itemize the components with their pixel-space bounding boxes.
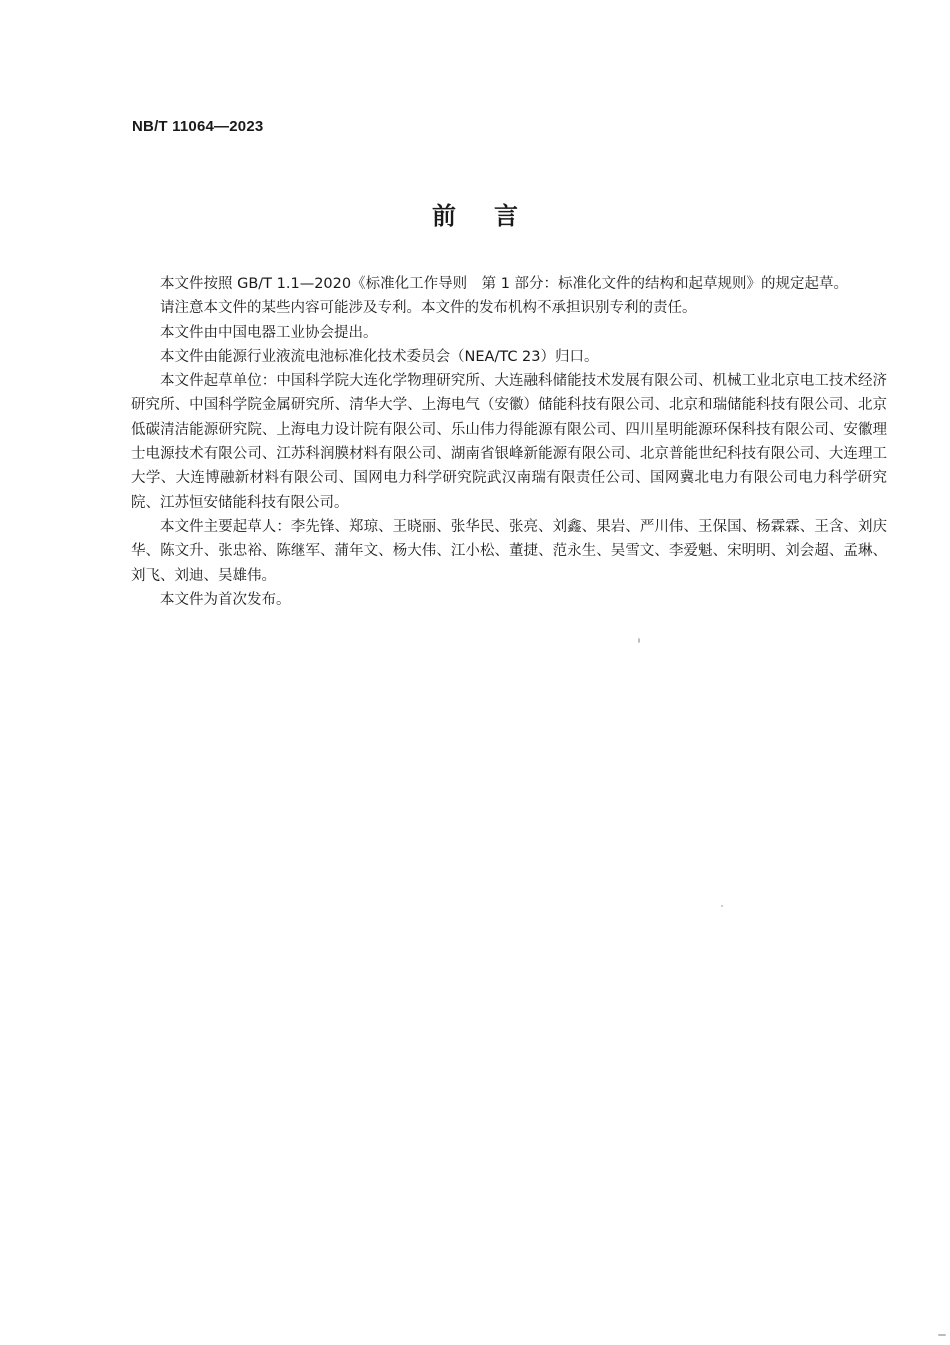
paragraph-main-drafters: 本文件主要起草人：李先锋、郑琼、王晓丽、张华民、张亮、刘鑫、果岩、严川伟、王保国、杨霖霖、王含、刘庆华、陈文升、张忠裕、陈继军、蒲年文、杨大伟、江小松、董捷、范永生、吴雪文、李爱魁、宋明明、刘会超、孟琳、刘飞、刘迪、吴雄伟。 [131,518,887,584]
paragraph-first-release: 本文件为首次发布。 [160,591,291,608]
paragraph-technical-committee: 本文件由能源行业液流电池标准化技术委员会（NEA/TC 23）归口。 [160,348,599,365]
standard-code-header: NB/T 11064—2023 [132,118,264,135]
paragraph-drafting-units: 本文件起草单位：中国科学院大连化学物理研究所、大连融科储能技术发展有限公司、机械工业北京电工技术经济研究所、中国科学院金属研究所、清华大学、上海电气（安徽）储能科技有限公司、北京和瑞储能科技有限公司、北京低碳清洁能源研究院、上海电力设计院有限公司、乐山伟力得能源有限公司、四川星明能源环保科技有限公司、安徽理士电源技术有限公司、江苏科润膜材料有限公司、湖南省银峰新能源有限公司、北京普能世纪科技有限公司、大连理工大学、大连博融新材料有限公司、国网电力科学研究院武汉南瑞有限责任公司、国网冀北电力有限公司电力科学研究院、江苏恒安储能科技有限公司。 [131,373,887,511]
scan-speck [638,638,640,643]
paragraph-drafting-rules: 本文件按照 GB/T 1.1—2020《标准化工作导则 第 1 部分：标准化文件的结构和起草规则》的规定起草。 [160,276,849,292]
scan-speck [721,905,723,907]
paragraph-patent-notice: 请注意本文件的某些内容可能涉及专利。本文件的发布机构不承担识别专利的责任。 [160,300,697,317]
page-title: 前言 [432,202,556,230]
scan-speck [938,1334,946,1336]
paragraph-proposer: 本文件由中国电器工业协会提出。 [160,324,378,341]
foreword-body [131,272,887,612]
